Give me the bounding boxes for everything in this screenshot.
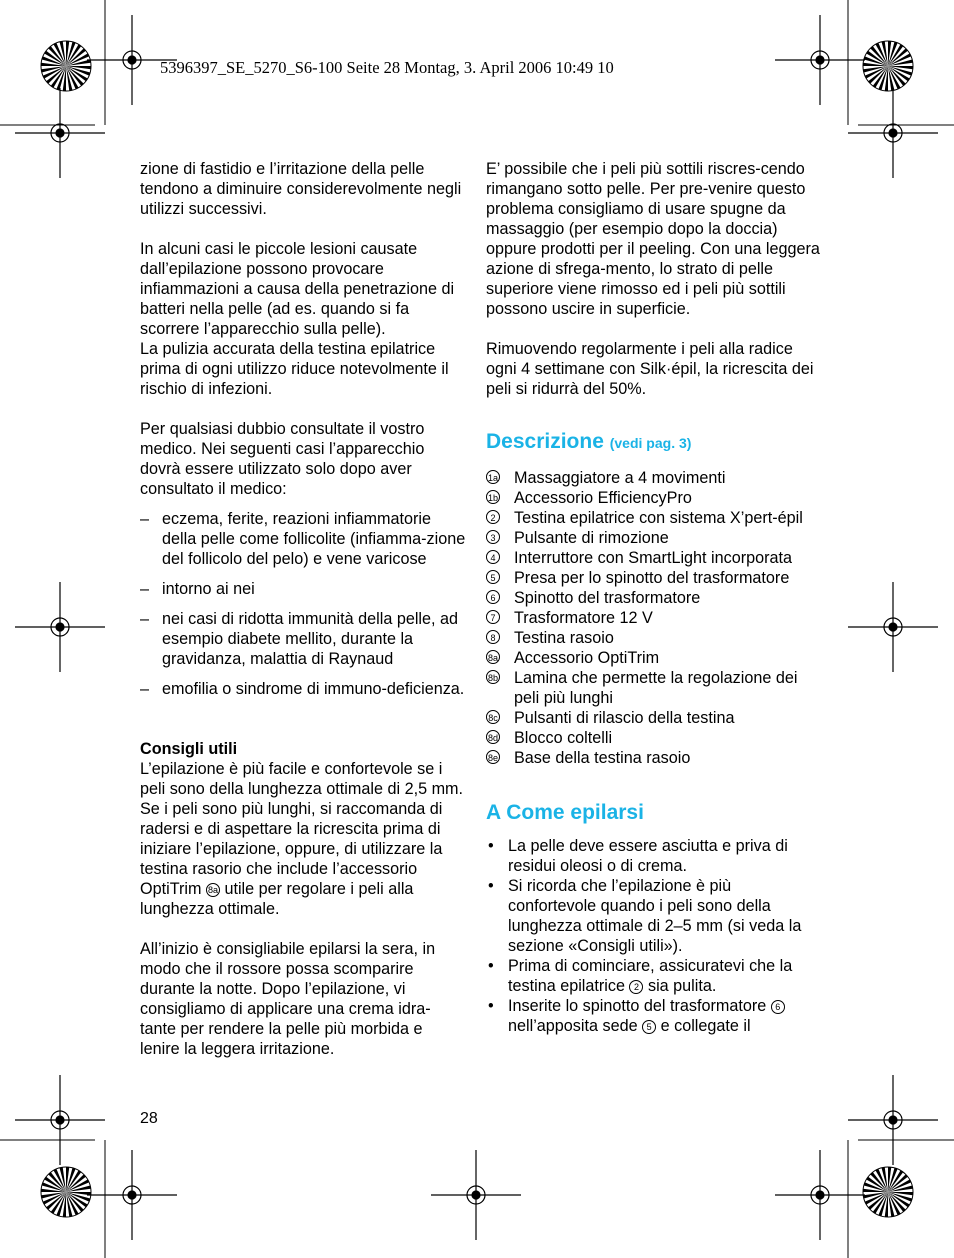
list-item-text: Si ricorda che l’epilazione è più confortevole quando i peli sono della lunghezza ottimale di 2–5 mm (si veda la sezione «Consigli utili»).	[508, 877, 802, 955]
part-number-icon: 2	[486, 510, 500, 524]
parts-list-item	[486, 668, 821, 708]
part-label: Blocco coltelli	[514, 729, 613, 747]
crosshair-registration-icon	[431, 1150, 521, 1240]
part-number-icon: 4	[486, 550, 500, 564]
list-item-text: nei casi di ridotta immunità della pelle, ad esempio diabete mellito, durante la gravidanza, malattia di Raynaud	[162, 610, 459, 668]
part-number-icon: 1a	[486, 470, 500, 484]
crosshair-registration-icon	[848, 1075, 938, 1165]
parts-list-item	[486, 568, 821, 588]
paragraph: All’inizio è consigliabile epilarsi la sera, in modo che il rossore possa scomparire durante la notte. Dopo l’epilazione, vi consigliamo di applicare una crema idra-tante per rendere la pelle più morbida e lenire la leggera irritazione.	[140, 940, 436, 1058]
paragraph-text: utile per regolare i peli alla lunghezza ottimale.	[140, 880, 414, 918]
parts-list-item	[486, 648, 821, 668]
part-label: Spinotto del trasformatore	[514, 589, 701, 607]
bullet-marker: •	[488, 957, 494, 975]
parts-list-item	[486, 468, 821, 488]
list-item-text: e collegate il	[660, 1017, 751, 1035]
crosshair-registration-icon	[15, 1075, 105, 1165]
parts-list-item	[486, 548, 821, 568]
paragraph-text: L’epilazione è più facile e confortevole se i peli sono della lunghezza ottimale di 2,5 mm. Se i peli sono più lunghi, si raccomanda di radersi e di aspettare la ricrescita prima di iniziare l’epilazione, oppure, di utilizzare la testina rasorio che include l’accessorio OptiTrim	[140, 760, 464, 898]
bullet-marker: •	[488, 997, 494, 1015]
list-item-text: intorno ai nei	[162, 580, 255, 598]
callout-number-icon: 5	[642, 1020, 656, 1034]
part-number-icon: 8	[486, 630, 500, 644]
part-number-icon: 8a	[486, 650, 500, 664]
starburst-registration-icon	[41, 1167, 91, 1217]
parts-list-item	[486, 508, 821, 528]
left-column	[140, 159, 466, 1059]
list-item	[486, 996, 821, 1036]
part-label: Pulsanti di rilascio della testina	[514, 709, 735, 727]
callout-number-icon: 6	[771, 1000, 785, 1014]
part-label: Interruttore con SmartLight incorporata	[514, 549, 793, 567]
starburst-registration-icon	[41, 41, 91, 91]
list-item-text: sia pulita.	[647, 977, 717, 995]
crosshair-registration-icon	[15, 88, 105, 178]
dash-marker: –	[140, 610, 150, 628]
paragraph: zione di fastidio e l’irritazione della pelle tendono a diminuire considerevolmente negli utilizzi successivi.	[140, 160, 462, 218]
right-column	[486, 159, 821, 1036]
list-item	[140, 609, 466, 669]
section-subheading: Consigli utili	[140, 740, 238, 758]
list-item	[140, 579, 466, 599]
part-label: Trasformatore 12 V	[514, 609, 653, 627]
paragraph	[140, 759, 466, 919]
page-number: 28	[140, 1110, 158, 1127]
part-label: Accessorio OptiTrim	[514, 649, 660, 667]
bullet-marker: •	[488, 877, 494, 895]
parts-list-item	[486, 488, 821, 508]
part-label: Accessorio EfficiencyPro	[514, 489, 692, 507]
list-item-text: emofilia o sindrome di immuno-deficienza.	[162, 680, 465, 698]
page-reference: (vedi pag. 3)	[609, 435, 692, 451]
paragraph: Rimuovendo regolarmente i peli alla radice ogni 4 settimane con Silk·épil, la ricrescita dei peli si ridurrà del 50%.	[486, 340, 814, 398]
list-item	[486, 956, 821, 996]
parts-list-item	[486, 588, 821, 608]
paragraph: Per qualsiasi dubbio consultate il vostro medico. Nei seguenti casi l’apparecchio dovrà essere utilizzato solo dopo aver consultato il medico:	[140, 420, 425, 498]
crosshair-registration-icon	[848, 88, 938, 178]
heading-text: Descrizione	[486, 430, 604, 453]
paragraph: In alcuni casi le piccole lesioni causate dall’epilazione possono provocare infiammazioni a causa della penetrazione di batteri nella pelle (ad es. quando si fa scorrere l’apparecchio sulla pelle).	[140, 240, 455, 338]
part-label: Testina rasoio	[514, 629, 614, 647]
part-label: Presa per lo spinotto del trasformatore	[514, 569, 790, 587]
parts-list-item	[486, 628, 821, 648]
parts-list-item	[486, 708, 821, 728]
part-number-icon: 8c	[486, 710, 500, 724]
dash-marker: –	[140, 510, 150, 528]
crosshair-registration-icon	[15, 582, 105, 672]
part-number-icon: 8b	[486, 670, 500, 684]
paragraph: E’ possibile che i peli più sottili riscres-cendo rimangano sotto pelle. Per pre-venire questo problema consigliamo di usare spugne da massaggio (per esempio dopo la doccia) oppure prodotti per il peeling. Con una leggera azione di sfrega-mento, lo strato di pelle superiore viene rimosso ed i peli più sottili possono uscire in superficie.	[486, 160, 820, 318]
part-label: Base della testina rasoio	[514, 749, 691, 767]
parts-list-item	[486, 608, 821, 628]
parts-list-item	[486, 748, 821, 768]
section-heading-epilarsi: A Come epilarsi	[486, 801, 644, 824]
crosshair-registration-icon	[775, 15, 865, 105]
part-label: Testina epilatrice con sistema X’pert-épil	[514, 509, 803, 527]
callout-number-icon: 2	[629, 980, 643, 994]
parts-list-item	[486, 528, 821, 548]
crosshair-registration-icon	[87, 1150, 177, 1240]
list-item-text: La pelle deve essere asciutta e priva di residui oleosi o di crema.	[508, 837, 788, 875]
paragraph: La pulizia accurata della testina epilatrice prima di ogni utilizzo riduce notevolmente il rischio di infezioni.	[140, 340, 449, 398]
starburst-registration-icon	[863, 41, 913, 91]
list-item	[140, 509, 466, 569]
crosshair-registration-icon	[775, 1150, 865, 1240]
crosshair-registration-icon	[848, 582, 938, 672]
parts-list-item	[486, 728, 821, 748]
part-number-icon: 7	[486, 610, 500, 624]
list-item-text: Inserite lo spinotto del trasformatore	[508, 997, 767, 1015]
part-label: Massaggiatore a 4 movimenti	[514, 469, 726, 487]
list-item	[486, 836, 821, 876]
callout-number-icon: 8a	[207, 885, 218, 895]
list-item	[140, 679, 466, 699]
part-number-icon: 1b	[486, 490, 500, 504]
part-number-icon: 3	[486, 530, 500, 544]
part-number-icon: 8e	[486, 750, 500, 764]
parts-list	[486, 468, 821, 768]
part-label: Lamina che permette la regolazione dei peli più lunghi	[514, 669, 798, 707]
bullet-marker: •	[488, 837, 494, 855]
dash-marker: –	[140, 580, 150, 598]
list-item	[486, 876, 821, 956]
list-item-text: nell’apposita sede	[508, 1017, 638, 1035]
section-heading-descrizione	[486, 429, 821, 456]
list-item-text: eczema, ferite, reazioni infiammatorie della pelle come follicolite (infiamma-zione del follicolo del pelo) e vene varicose	[162, 510, 466, 568]
dash-marker: –	[140, 680, 150, 698]
part-number-icon: 6	[486, 590, 500, 604]
list-item-text: Prima di cominciare, assicuratevi che la testina epilatrice	[508, 957, 793, 995]
instructions-list	[486, 836, 821, 1036]
part-number-icon: 5	[486, 570, 500, 584]
print-slug-header: 5396397_SE_5270_S6-100 Seite 28 Montag, 3. April 2006 10:49 10	[160, 58, 614, 77]
part-label: Pulsante di rimozione	[514, 529, 669, 547]
starburst-registration-icon	[863, 1167, 913, 1217]
part-number-icon: 8d	[486, 730, 500, 744]
